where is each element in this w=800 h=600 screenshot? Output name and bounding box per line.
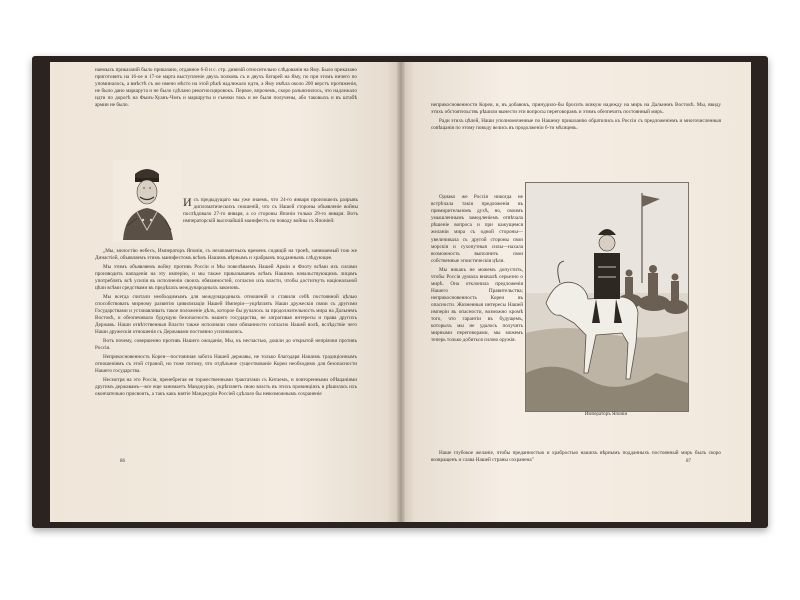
- right-side-text: [431, 194, 523, 346]
- drop-cap: И: [183, 195, 192, 209]
- right-top-text: [431, 102, 721, 134]
- left-paragraph: Несмотря на это Россія, пренебрегая ея торжественными трактатами съ Китаемъ, и повторенными обѣщаніями другимъ державамъ—все еще занимаетъ Манджурію, укрѣпляетъ свою власть въ этихъ провинціяхъ и рѣшилась ихъ окончательно присвоить, а такъ какъ взятіе Манджуріи Россіей сдѣлало бы невозможнымъ сохраненіе: [95, 376, 357, 397]
- left-top-paragraph: иаемыхъ приказаній было приказано, отданное 6-й и с. стр. дивизій относительно слѣдованія на Яму. Было приказано приготовить на 16-ое и 17-ое марта выступленіе двухъ полковъ съ и двухъ батарей на Яму, по при этомъ ничего по упоминалось, а вмѣстѣ съ же имено мѣсто на этой рѣкѣ надлежало идти, а Яму имѣла около 200 верстъ протяженія, не было дано маршрута и не было сдѣлано рекогносцировокъ. Первое, впрочемъ, скоро разъяснилось, что надлежало идти по дорогѣ на Фынъ-Хуанъ-Чэнъ и маршруты и съемки такъ и не были получены, або таковыхъ и въ штабѣ армии не было.: [95, 67, 357, 109]
- right-paragraph: неприкосновенности Кореи, и, въ добавокъ, принудило-бы бросить всякую надежду на миръ на Дальнемъ Востокѣ. Мы, ввиду этихъ обстоятельствъ рѣшили вынести эти вопросы переговорамъ и этимъ обезпечить постоянный миръ.: [431, 102, 721, 116]
- right-bottom-text: [431, 450, 721, 466]
- page-number-right: 87: [686, 459, 691, 464]
- emperor-plate-illustration: [525, 182, 689, 412]
- portrait-illustration: [113, 160, 181, 242]
- right-paragraph: Ради этихъ цѣлей, Наши уполномоченные по Нашему приказанію обратились къ Россіи съ предложеніемъ и многочисленныя совѣщанія по этому поводу велись въ продолженіи 6-ти мѣсяцевъ.: [431, 117, 721, 131]
- left-mid-paragraph: съ предыдущаго мы уже знаемъ, что 24-го января произошелъ разрывъ дипломатическихъ сношеній, что съ Нашей стороны объявленіе войны послѣдовало 27-го января, а со стороны Японіи только 29-го января. Вотъ императорскій высочайшій манифестъ по поводу войны съ Японіей:: [183, 197, 358, 225]
- right-side-paragraph: Мы никакъ не можемъ допустить, чтобы Россія думала вначалѣ серьезно о мирѣ. Она отклонила предложенія Нашего Правительства; неприкосновенность Кореи въ опасности. Жизненныя интересы Нашей имперіи въ опасности, возможно кромѣ того, что гарантіи въ будущемъ, которыхъ мы не удалось получить мирными переговорами, мы можемъ теперь только добиться силою оружія.: [431, 266, 523, 344]
- book-gutter: [397, 62, 405, 522]
- left-paragraph: Вотъ почему, совершенно противъ Нашего ожиданія, Мы, къ несчастью, дошли до открытой непріязни противъ Россіи.: [95, 337, 357, 351]
- left-mid-text: [183, 197, 358, 227]
- right-side-paragraph: Однако же Россія никогда не встрѣчала такія предложенія въ примирительномъ духѣ, но, своимъ умышленнымъ замедленіемъ отвѣчала рѣшеніе вопроса и при кажущемся желаніи мира съ одной стороны—увеличивала съ другой стороны свои морскія и сухопутныя силы—нахала возможность выполнить свои собственные эгоистическія цѣли.: [431, 194, 523, 264]
- left-bottom-text: [95, 248, 357, 399]
- left-paragraph: Мы этимъ объявляемъ войну противъ Россіи и Мы повелѣваемъ Нашей Арміи и Флоту всѣми ихъ силами производить нападенія на эту имперію, и мы также приказываемъ всѣмъ Нашимъ начальствующимъ лицамъ употреблять всѣ усилія въ исполненіи своихъ обязанностей, согласно ихъ власти, чтобы достигнуть національной цѣли всѣми средствами въ предѣлахъ международныхъ законовъ.: [95, 263, 357, 292]
- right-page: [401, 62, 751, 522]
- left-paragraph: Мы всегда считали необходимымъ для международныхъ отношеній и ставили себѣ постоянной цѣлью способствовать мирному развитію цивилизаціи Нашей Имперіи—укрѣплять Наши дружескія связи съ другими Государствами и устанавливать такое положеніе дѣлъ, которое бы ручалось за продолжительность мира на Дальнемъ Востокѣ, и обезпечивало будущую безопасность нашего государства, не затрагивая интересы и права другихъ Державъ. Наши отвѣтственныя Власти также исполняли свои обязанности согласно Нашей волѣ, вслѣдствіе чего Наши дружескія отношенія съ Державами постоянно усиливались.: [95, 293, 357, 336]
- page-number-left: 86: [120, 459, 125, 464]
- left-paragraph: Неприкосновенность Кореи—постоянная забота Нашей державы, не только благодаря Нашимъ традиціоннымъ отношеніямъ съ этой страной, но тоже потому, что отдѣльное существованіе Кореи необходимо для безопасности Нашего государства.: [95, 353, 357, 374]
- plate-caption: Императоръ Японіи: [584, 412, 628, 417]
- left-top-text: [95, 67, 357, 111]
- left-page: [50, 62, 401, 522]
- left-paragraph: „Мы, милостію небесъ, Императоръ Японіи, съ незапамятныхъ временъ сидящій на тронѣ, занимаемый тою же Династіей, объявляемъ этимъ манифестомъ всѣмъ Нашимъ вѣрнымъ и храбрымъ подданнымъ слѣдующее.: [95, 248, 357, 262]
- right-paragraph: Наше глубокое желаніе, чтобы преданностью и храбростью нашихъ вѣрнымъ подданныхъ постоянный миръ былъ скоро возвращенъ и слава Нашей страны сохранена": [431, 450, 721, 464]
